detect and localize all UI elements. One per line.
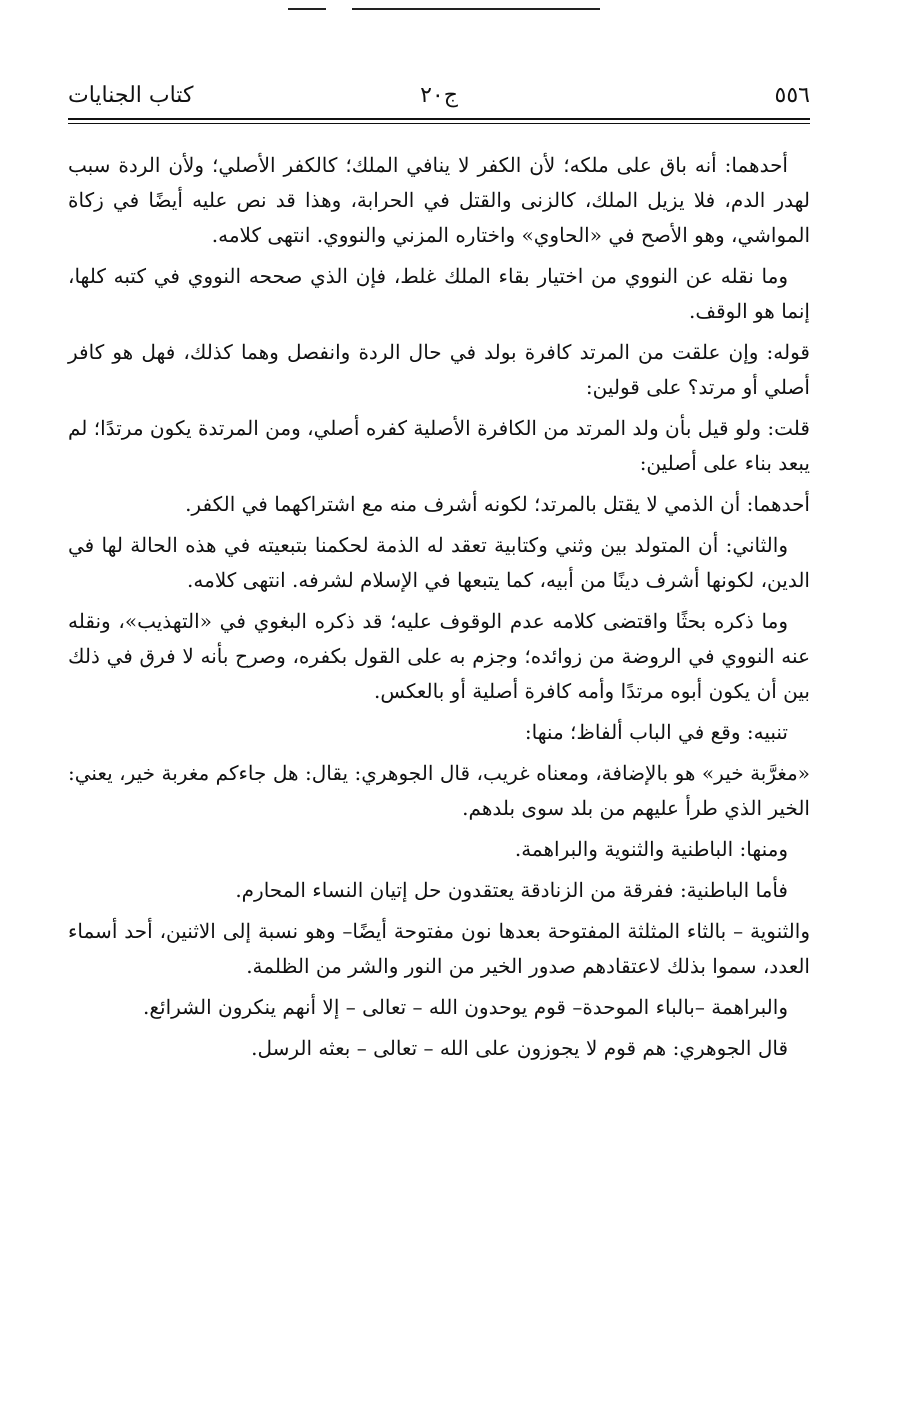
paragraph: قوله: وإن علقت من المرتد كافرة بولد في حال الردة وانفصل وهما كذلك، فهل هو كافر أصلي أو مرتد؟ على قولين: (68, 340, 810, 399)
header-rule-thin (68, 123, 810, 124)
page-body (68, 148, 810, 1072)
paragraph: أحدهما: أن الذمي لا يقتل بالمرتد؛ لكونه أشرف منه مع اشتراكهما في الكفر. (185, 492, 810, 516)
paragraph: وما نقله عن النووي من اختيار بقاء الملك غلط، فإن الذي صححه النووي في كتبه كلها، إنما هو الوقف. (68, 264, 810, 323)
book-title: كتاب الجنايات (68, 83, 194, 108)
paragraph: والثنوية – بالثاء المثلثة المفتوحة بعدها نون مفتوحة أيضًا– وهو نسبة إلى الاثنين، أحد أسماء العدد، سموا بذلك لاعتقادهم صدور الخير من النور والشر من الظلمة. (68, 919, 810, 978)
scan-top-mark-right (352, 8, 600, 10)
paragraph: والثاني: أن المتولد بين وثني وكتابية تعقد له الذمة لحكمنا بتبعيته في هذه الحالة لها في الدين، لكونها أشرف دينًا من أبيه، كما يتبعها في الإسلام لشرفه. انتهى كلامه. (68, 533, 810, 592)
paragraph: قلت: ولو قيل بأن ولد المرتد من الكافرة الأصلية كفره أصلي، ومن المرتدة يكون مرتدًا؛ لم يبعد بناء على أصلين: (68, 416, 810, 475)
paragraph: وما ذكره بحثًا واقتضى كلامه عدم الوقوف عليه؛ قد ذكره البغوي في «التهذيب»، ونقله عنه النووي في الروضة من زوائده؛ وجزم به على القول بكفره، وصرح بأنه لا فرق في ذلك بين أن يكون أبوه مرتدًا وأمه كافرة أصلية أو بالعكس. (68, 609, 810, 703)
paragraph: «مغرَّبة خير» هو بالإضافة، ومعناه غريب، قال الجوهري: يقال: هل جاءكم مغربة خير، يعني: الخير الذي طرأ عليهم من بلد سوى بلدهم. (68, 761, 810, 820)
volume-label: ج٢٠ (420, 83, 458, 108)
running-header (68, 78, 810, 118)
paragraph: تنبيه: وقع في الباب ألفاظ؛ منها: (524, 720, 788, 744)
paragraph: قال الجوهري: هم قوم لا يجوزون على الله – تعالى – بعثه الرسل. (251, 1036, 788, 1060)
paragraph: أحدهما: أنه باق على ملكه؛ لأن الكفر لا ينافي الملك؛ كالكفر الأصلي؛ ولأن الردة سبب لهدر الدم، فلا يزيل الملك، كالزنى والقتل في الحرابة، وهذا قد نص عليه أيضًا في زكاة المواشي، وهو الأصح في «الحاوي» واختاره المزني والنووي. انتهى كلامه. (68, 153, 810, 247)
page-number: ٥٥٦ (774, 83, 810, 108)
header-rule-thick (68, 118, 810, 120)
paragraph: فأما الباطنية: ففرقة من الزنادقة يعتقدون حل إتيان النساء المحارم. (235, 878, 788, 902)
scan-top-mark-left (288, 8, 326, 10)
paragraph: ومنها: الباطنية والثنوية والبراهمة. (514, 837, 788, 861)
paragraph: والبراهمة –بالباء الموحدة– قوم يوحدون الله – تعالى – إلا أنهم ينكرون الشرائع. (143, 995, 788, 1019)
